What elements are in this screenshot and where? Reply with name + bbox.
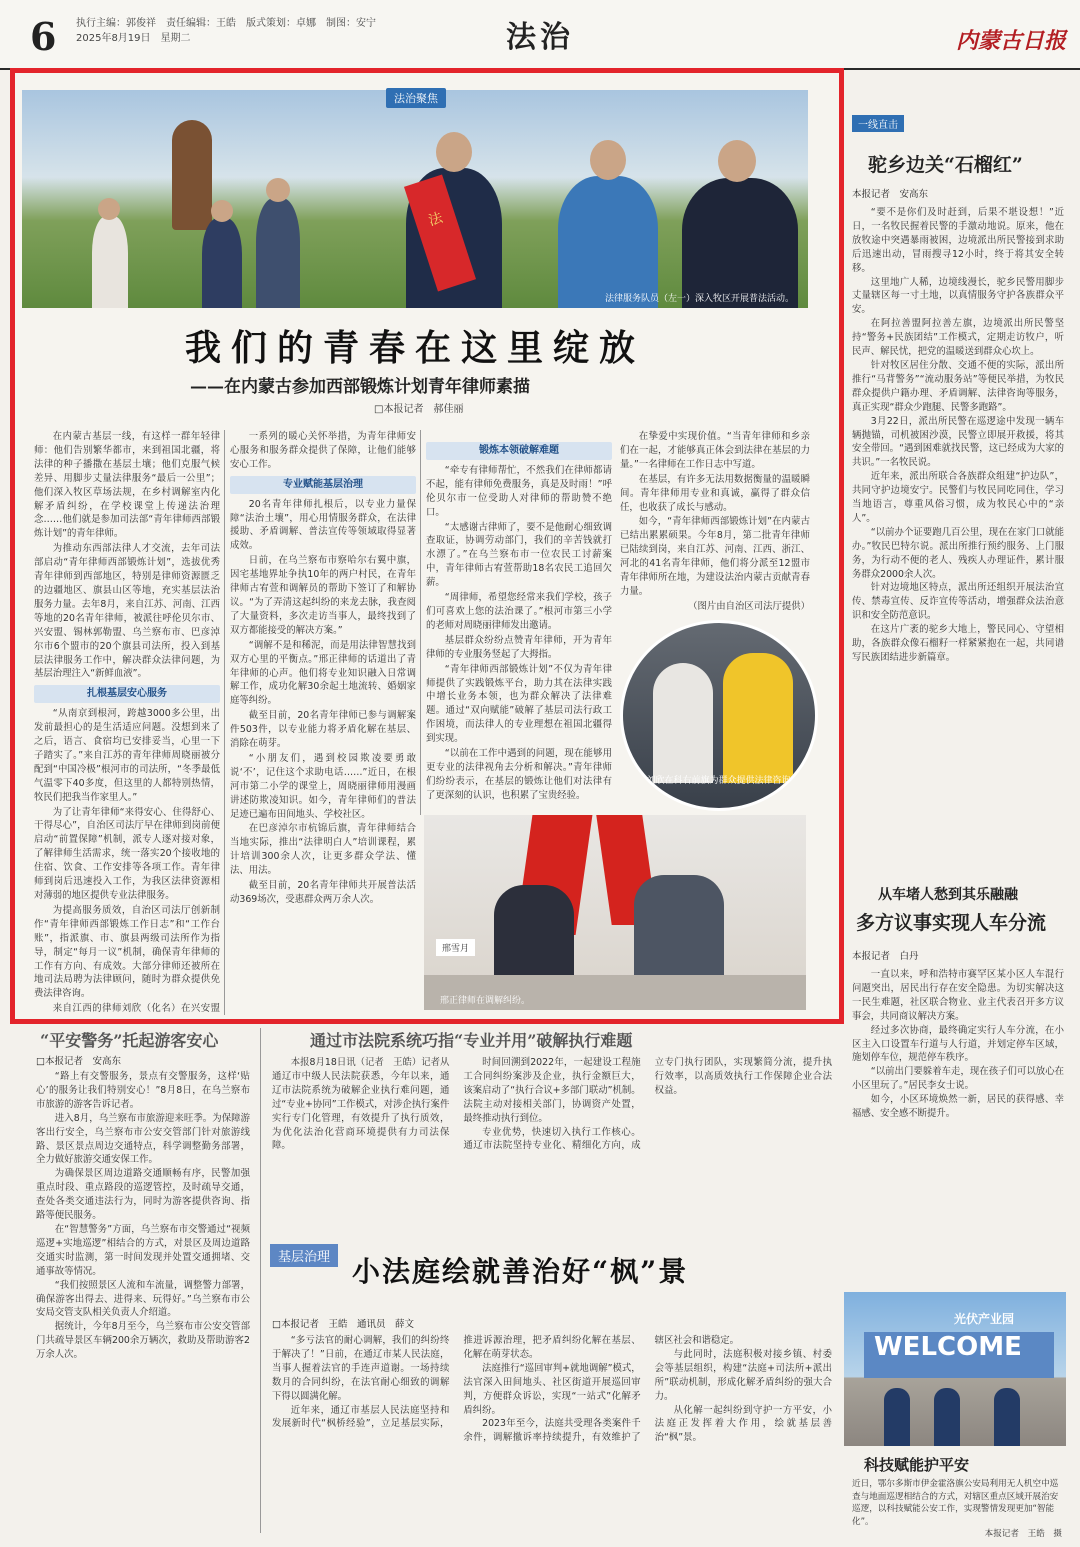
inset-photo-circle bbox=[620, 620, 818, 811]
paragraph: 专业优势，快速切入执行工作核心。通辽市法院坚持专业化、精细化方向，成立专门执行团队，实现繁简分流，提升执行效率，以高质效执行工作保障企业合法权益。 bbox=[463, 1057, 832, 1152]
horse-shape bbox=[172, 120, 212, 230]
right-photo bbox=[844, 1292, 1066, 1446]
right-photo-caption bbox=[852, 1478, 1062, 1541]
paragraph: 经过多次协商，最终确定实行人车分流，在小区主入口设置车行道与人行道，并划定停车区域，施划停车位，规范停车秩序。 bbox=[852, 1024, 1064, 1064]
paragraph: 20名青年律师扎根后，以专业力量保障“法治土壤”，用心用情服务群众，在法律援助、矛盾调解、普法宣传等领域取得显著成效。 bbox=[230, 498, 416, 552]
section-title: 法治 bbox=[506, 20, 574, 55]
paragraph: “小朋友们，遇到校园欺凌要勇敢说‘不’，记住这个求助电话……”近日，在根河市第二小学的课堂上，周晓丽律师用漫画讲述防欺凌知识。如今，青年律师们的普法足迹已遍布田间地头、学校社区。 bbox=[230, 752, 416, 820]
subheading: 扎根基层安心服务 bbox=[34, 685, 220, 703]
paragraph: 在挚爱中实现价值。“当青年律师和乡亲们在一起，才能够真正体会到法律在基层的力量。”一名律师在工作日志中写道。 bbox=[620, 431, 810, 470]
police-figure bbox=[934, 1388, 960, 1446]
paragraph: “调解不是和稀泥，而是用法律智慧找到双方心里的平衡点。”邢正律师的话道出了青年律师的心声。他们将专业知识融入日常调解工作，成功化解30余起土地流转、婚姻家庭等纠纷。 bbox=[230, 639, 416, 707]
paragraph: “以前办个证要跑几百公里，现在在家门口就能办。”牧民巴特尔说。派出所推行预约服务、上门服务，为行动不便的老人、残疾人办理证件，累计服务群众2000余人次。 bbox=[852, 526, 1064, 580]
paragraph: “青年律师西部锻炼计划”不仅为青年律师提供了实践锻炼平台，助力其在法律实践中增长业务本领，也为群众解决了法律难题。通过“双向赋能”破解了基层司法行政工作困境，而法律人的专业理想在祖国北疆得到实现。 bbox=[426, 663, 612, 745]
paragraph: 基层群众纷纷点赞青年律师，开为青年律师的专业服务竖起了大拇指。 bbox=[426, 634, 612, 660]
paragraph: 在基层，有许多无法用数据衡量的温暖瞬间。青年律师用专业和真诚，赢得了群众信任，也收获了成长与感动。 bbox=[620, 473, 810, 513]
newspaper-logo: 内蒙古日报 bbox=[955, 28, 1066, 54]
paragraph: 为了让青年律师“来得安心、住得舒心、干得尽心”，自治区司法厅早在律师到岗前便启动“前置保障”机制，派专人逐对接对象，了解律师生活需求，统一落实20个接收地的住宿、饮食、工作安排等各项工作。青年律师到岗后迅速投入工作，为我区法律资源相对薄弱的地区提供专业法律服务。 bbox=[34, 806, 220, 901]
person-head bbox=[266, 178, 290, 202]
subheading: 锻炼本领破解难题 bbox=[426, 442, 612, 460]
feature-column-4 bbox=[620, 430, 810, 615]
police-figure bbox=[994, 1388, 1020, 1446]
paragraph: 3月22日，派出所民警在巡逻途中发现一辆车辆抛锚，司机被困沙漠，民警立即展开救援，将其安全带回。“遇到困难就找民警，这已经成为大家的共识。”一名牧民说。 bbox=[852, 415, 1064, 469]
person-head bbox=[436, 132, 472, 172]
paragraph: 2023年至今，法庭共受理各类案件千余件，调解撤诉率持续提升，有效维护了辖区社会和谐稳定。 bbox=[463, 1335, 740, 1444]
bottom-feature-byline: □本报记者 王皓 通讯员 薛文 bbox=[272, 1319, 414, 1330]
paragraph: 截至目前，20名青年律师已参与调解案件503件，以专业能力将矛盾化解在基层、消除在萌芽。 bbox=[230, 710, 416, 750]
person-head bbox=[718, 140, 756, 182]
right-mid-title-2: 多方议事实现人车分流 bbox=[856, 912, 1047, 934]
masthead bbox=[0, 0, 1080, 70]
sign-text-2: 光伏产业园 bbox=[954, 1312, 1015, 1326]
person-figure bbox=[494, 885, 574, 975]
paragraph: 为确保景区周边道路交通顺畅有序，民警加强重点时段、重点路段的巡逻管控，及时疏导交通，查处各类交通违法行为，同时为游客提供咨询、指路等便民服务。 bbox=[36, 1168, 250, 1222]
paragraph: “以前出门要躲着车走，现在孩子们可以放心在小区里玩了。”居民李女士说。 bbox=[852, 1066, 1064, 1092]
paragraph: 据统计，今年8月至今，乌兰察布市公安交管部门共疏导景区车辆200余万辆次，救助及帮助游客2万余人次。 bbox=[36, 1321, 250, 1361]
paragraph: “从南京到根河，跨越3000多公里，出发前最担心的是生活适应问题。没想到来了之后，语言、食宿均已安排妥当，心里一下子踏实了。”来自江苏的青年律师周晓丽被分配到“中国冷极”根河市的司法所，“冬季最低气温零下40多度，但这里的人都特别热情，牧民们把我当作家里人。” bbox=[34, 708, 220, 803]
paragraph: 来自江西的律师刘欣（化名）在兴安盟 bbox=[52, 1003, 220, 1015]
person-figure bbox=[558, 176, 658, 308]
right-top-title: 驼乡边关“石榴红” bbox=[868, 154, 1023, 176]
paragraph: 如今，“青年律师西部锻炼计划”在内蒙古已结出累累硕果。今年8月，第二批青年律师已陆续到岗，来自江苏、河南、江西、浙江、河北的41名青年律师，他们将分派至12盟市青年律师所在地，为建设法治内蒙古贡献青春力量。 bbox=[620, 516, 810, 597]
person-figure bbox=[256, 198, 300, 308]
feature-photo bbox=[22, 90, 808, 308]
bottom-feature-title: 小法庭绘就善治好“枫”景 bbox=[352, 1255, 689, 1288]
paragraph: 在“智慧警务”方面，乌兰察布市交警通过“视频巡逻+实地巡逻”相结合的方式，对景区及周边道路交通实时监测，第一时间发现并处置交通拥堵、交通事故等情况。 bbox=[36, 1223, 250, 1277]
person-head bbox=[98, 198, 120, 220]
person-figure bbox=[653, 663, 713, 783]
paragraph: “路上有交警服务，景点有交警服务，这样‘贴心’的服务让我们特别安心！”8月8日，在乌兰察布市旅游的游客告诉记者。 bbox=[36, 1071, 250, 1110]
feature-byline: □本报记者 郝佳丽 bbox=[374, 404, 464, 415]
feature-title: 我们的青春在这里绽放 bbox=[184, 327, 645, 369]
column-divider bbox=[260, 1028, 261, 1533]
right-top-byline: 本报记者 安高东 bbox=[852, 189, 929, 200]
right-top-body bbox=[852, 206, 1064, 870]
paragraph: 在阿拉善盟阿拉善左旗，边境派出所民警坚持“警务+民族团结”工作模式，定期走访牧户，听民声、解民忧，把党的温暖送到群众心坎上。 bbox=[852, 318, 1064, 358]
inset-caption: 刘欣在科右前旗为群众提供法律咨询。 bbox=[646, 776, 800, 786]
right-top-tag: 一线直击 bbox=[852, 115, 904, 132]
credits-line-2: 2025年8月19日 星期二 bbox=[76, 33, 191, 44]
paragraph: 日前，在乌兰察布市察哈尔右翼中旗，因宅基地界址争执10年的两户村民，在青年律师古宥萱和调解员的帮助下签订了和解协议。“为了弄清这起纠纷的来龙去脉，我查阅了大量资料，多次走访当事人，最终找到了双方都能接受的解决方案。” bbox=[230, 555, 416, 636]
page-number: 6 bbox=[30, 14, 57, 59]
paragraph: 截至目前，20名青年律师共开展普法活动369场次，受惠群众两万余人次。 bbox=[230, 880, 416, 905]
paragraph: 针对牧区居住分散、交通不便的实际，派出所推行“马背警务”“流动服务站”等便民举措，为牧民群众提供户籍办理、矛盾调解、法律咨询等服务，真正实现“群众少跑腿、民警多跑路”。 bbox=[852, 359, 1064, 413]
feature-column-2 bbox=[230, 430, 416, 1015]
column-divider bbox=[224, 430, 225, 1015]
photo-caption: 法律服务队员（左一）深入牧区开展普法活动。 bbox=[604, 294, 794, 304]
feature-column-1 bbox=[34, 430, 220, 1015]
paragraph: 在内蒙古基层一线，有这样一群年轻律师：他们告别繁华都市，来到祖国北疆，将法律的种子播撒在基层土壤；他们克服气候差异、用脚步丈量法律服务“最后一公里”；他们深入牧区草场法规，在乡村调解室内化解矛盾纠纷，在学校课堂上传递法治理念……他们就是参加司法部“青年律师西部锻炼计划”的青年律师。 bbox=[34, 431, 220, 540]
paragraph: 与此同时，法庭积极对接乡镇、村委会等基层组织，构建“法庭+司法所+派出所”联动机制，形成化解矛盾纠纷的强大合力。 bbox=[654, 1348, 832, 1402]
paragraph: 本报8月18日讯（记者 王皓）记者从通辽市中级人民法院获悉，今年以来，通辽市法院系统为破解企业执行难问题，通过“专业+协同”工作模式，对涉企执行案件实行专门化管理，有效提升了执行质效，为优化法治化营商环境提供有力司法保障。 bbox=[272, 1057, 450, 1152]
paragraph: 在这片广袤的驼乡大地上，警民同心、守望相助，各族群众像石榴籽一样紧紧抱在一起，共同谱写民族团结进步新篇章。 bbox=[852, 624, 1064, 663]
feature-column-3 bbox=[426, 438, 612, 808]
bottom-left-body bbox=[36, 1070, 250, 1530]
feature-subtitle: ——在内蒙古参加西部锻炼计划青年律师素描 bbox=[190, 377, 530, 397]
paragraph: 为推动东西部法律人才交流，去年司法部启动“青年律师西部锻炼计划”，选拔优秀青年律师到西部地区，特别是律师资源匮乏的边疆地区、旗县山区等地，充实基层法治服务力量。去年8月，来自江苏、河南、江西等地的20名青年律师，被派往呼伦贝尔市、兴安盟、锡林郭勒盟、乌兰察布市、巴彦淖尔市6个盟市的20个旗县司法所，投入到基层法律服务工作中，解决群众法律问题，为基层治理注入“新鲜血液”。 bbox=[34, 543, 220, 680]
inset-photo-office bbox=[424, 815, 806, 1010]
paragraph: 一直以来，呼和浩特市赛罕区某小区人车混行问题突出，居民出行存在安全隐患。为切实解决这一民生难题，社区联合物业、业主代表召开多方议事会，共同商议解决方案。 bbox=[852, 969, 1064, 1022]
police-figure bbox=[884, 1388, 910, 1446]
paragraph: 时间回溯到2022年，一起建设工程施工合同纠纷案涉及企业，执行金额巨大，该案启动了“执行合议+多部门联动”机制。法院主动对接相关部门，协调资产处置，最终推动执行到位。 bbox=[463, 1057, 641, 1124]
right-mid-title-1: 从车堵人愁到其乐融融 bbox=[878, 887, 1018, 903]
sign-text: WELCOME bbox=[874, 1332, 1022, 1362]
welcome-sign bbox=[864, 1332, 1054, 1378]
paragraph: 法庭推行“巡回审判+就地调解”模式，法官深入田间地头、社区街道开展巡回审判，方便群众诉讼，实现“一站式”化解矛盾纠纷。 bbox=[463, 1362, 641, 1416]
bottom-left-byline: □本报记者 安高东 bbox=[36, 1056, 121, 1067]
person-figure bbox=[723, 653, 793, 783]
paragraph: 从化解一起纠纷到守护一方平安，小法庭正发挥着大作用，绘就基层善治“枫”景。 bbox=[654, 1404, 832, 1444]
right-mid-byline: 本报记者 白丹 bbox=[852, 951, 919, 962]
credits bbox=[76, 16, 376, 46]
person-head bbox=[211, 200, 233, 222]
right-photo-title: 科技赋能护平安 bbox=[864, 1456, 970, 1474]
paragraph: “周律师，希望您经常来我们学校，孩子们可喜欢上您的法治课了。”根河市第三小学的老师对周晓丽律师发出邀请。 bbox=[426, 592, 612, 631]
person-figure bbox=[202, 218, 242, 308]
person-figure bbox=[92, 216, 128, 308]
paragraph: 针对边境地区特点，派出所还组织开展法治宣传、禁毒宣传、反诈宣传等活动，增强群众法治意识和安全防范意识。 bbox=[852, 582, 1064, 622]
paragraph: 为提高服务质效，自治区司法厅创新制作“青年律师西部锻炼工作日志”和“工作台账”，指派旗、市、旗县两级司法所作为指导，制定“每月一议”机制，确保青年律师的工作有方向、有成效。大部分律师还被所在地司法局聘为法律顾问，随时为群众提供免费法律咨询。 bbox=[34, 904, 220, 1000]
paragraph: 一系列的暖心关怀举措，为青年律师安心服务和服务群众提供了保障，让他们能够安心工作。 bbox=[230, 431, 416, 470]
bottom-mid-body bbox=[272, 1056, 832, 1236]
paragraph: 这里地广人稀，边境线漫长，驼乡民警用脚步丈量辖区每一寸土地，以真情服务守护各族群众平安。 bbox=[852, 276, 1064, 316]
paragraph: 进入8月，乌兰察布市旅游迎来旺季。为保障游客出行安全，乌兰察布市公安交管部门针对旅游线路、景区景点周边交通特点，科学调整勤务部署，全力做好旅游交通安保工作。 bbox=[36, 1112, 250, 1166]
photo-credit: （图片由自治区司法厅提供） bbox=[688, 600, 810, 612]
subheading: 专业赋能基层治理 bbox=[230, 476, 416, 494]
feature-tag: 法治聚焦 bbox=[386, 88, 446, 108]
person-figure bbox=[682, 178, 798, 308]
nameplate: 邢雪月 bbox=[436, 939, 475, 956]
right-mid-body bbox=[852, 968, 1064, 1280]
credits-line-1: 执行主编：郭俊祥 责任编辑：王皓 版式策划：卓娜 制图：安宁 bbox=[76, 18, 376, 29]
person-head bbox=[590, 140, 626, 180]
paragraph: “多亏法官的耐心调解，我们的纠纷终于解决了！”日前，在通辽市某人民法庭，当事人握着法官的手连声道谢。一场持续数月的合同纠纷，在法官耐心细致的调解下得以圆满化解。 bbox=[272, 1335, 450, 1402]
photo-byline: 本报记者 王皓 摄 bbox=[984, 1529, 1062, 1539]
paragraph: 如今，小区环境焕然一新，居民的获得感、幸福感、安全感不断提升。 bbox=[852, 1094, 1064, 1120]
bottom-left-title: “平安警务”托起游客安心 bbox=[40, 1031, 219, 1050]
paragraph: “要不是你们及时赶到，后果不堪设想！”近日，一名牧民握着民警的手激动地说。原来，他在放牧途中突遇暴雨被困，边境派出所民警接到求助后迅速出动，冒雨搜寻12小时，终于将其安全转移。 bbox=[852, 207, 1064, 274]
column-divider bbox=[420, 430, 421, 815]
caption-text: 近日，鄂尔多斯市伊金霍洛旗公安局利用无人机空中巡查与地面巡逻相结合的方式，对辖区重点区域开展治安巡逻，以科技赋能公安工作，实现警情发现更加“智能化”。 bbox=[852, 1479, 1059, 1527]
paragraph: “牵专有律师帮忙，不然我们在律师都请不起，能有律师免费服务，真是及时雨！”呼伦贝尔市一位受助人对律师的帮助赞不绝口。 bbox=[426, 464, 612, 518]
paragraph: 在巴彦淖尔市杭锦后旗，青年律师结合当地实际，推出“法律明白人”培训课程，累计培训300余人次，让更多群众学法、懂法、用法。 bbox=[230, 823, 416, 877]
sash-text: 法 bbox=[426, 209, 445, 230]
paragraph: 近年来，派出所联合各族群众组建“护边队”，共同守护边境安宁。民警们与牧民同吃同住，学习当地语言，尊重风俗习惯，成为牧民心中的“亲人”。 bbox=[852, 471, 1064, 524]
bottom-mid-title: 通过市法院系统巧指“专业并用”破解执行难题 bbox=[310, 1031, 633, 1050]
paragraph: “太感谢古律师了，要不是他耐心细致调查取证，协调劳动部门，我们的辛苦钱就打水漂了。”在乌兰察布市一位农民工讨薪案中，青年律师古宥萱帮助18名农民工追回欠薪。 bbox=[426, 521, 612, 589]
bottom-feature-tag: 基层治理 bbox=[270, 1244, 338, 1267]
paragraph: “我们按照景区人流和车流量，调整警力部署，确保游客出得去、进得来、玩得好。”乌兰察布市公安局交管支队相关负责人介绍道。 bbox=[36, 1279, 250, 1319]
paragraph: 近年来，通辽市基层人民法庭坚持和发展新时代“枫桥经验”，立足基层实际，推进诉源治理，把矛盾纠纷化解在基层、化解在萌芽状态。 bbox=[272, 1335, 641, 1430]
bottom-feature-body bbox=[272, 1334, 832, 1530]
person-figure bbox=[634, 875, 724, 975]
inset-caption: 邢正律师在调解纠纷。 bbox=[440, 996, 531, 1006]
paragraph: “以前在工作中遇到的问题，现在能够用更专业的法律视角去分析和解决。”青年律师们纷纷表示，在基层的锻炼让他们对法律有了更深刻的认识，也积累了宝贵经验。 bbox=[426, 748, 612, 801]
